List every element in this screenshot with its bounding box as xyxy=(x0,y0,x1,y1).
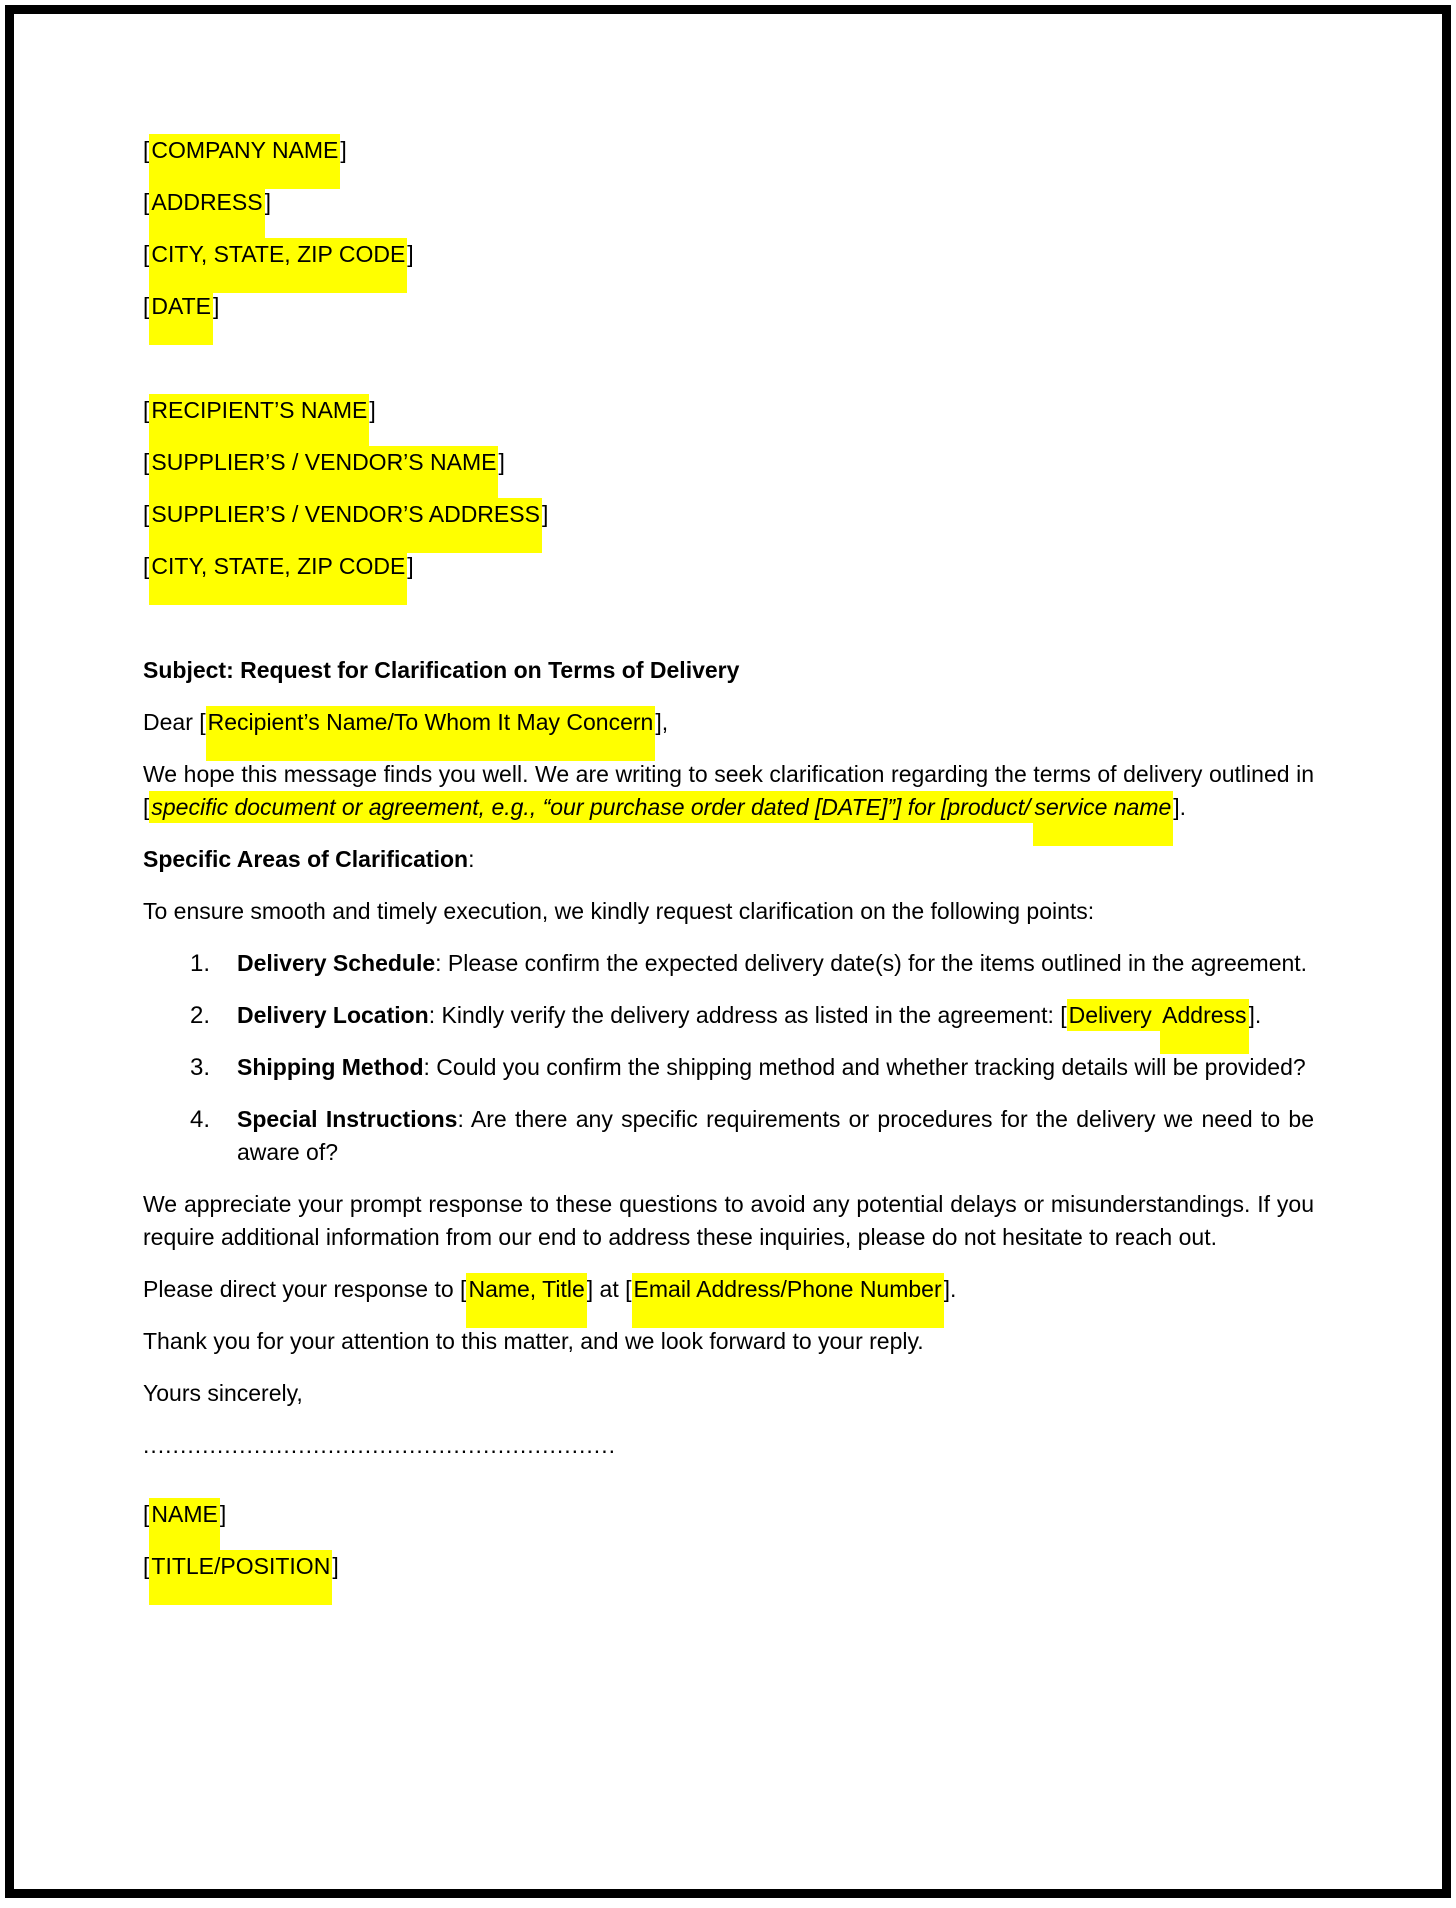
list-item-delivery-location xyxy=(143,999,1314,1032)
subject-line: Subject: Request for Clarification on Terms of Delivery xyxy=(143,657,740,683)
service-name-placeholder: service name xyxy=(1033,791,1174,823)
bracket-open: [ xyxy=(143,501,150,527)
salutation-suffix: ], xyxy=(655,709,669,735)
delivery-address-placeholder-tail: Address xyxy=(1160,999,1248,1031)
bracket-open: [ xyxy=(143,1553,150,1579)
vendor-name-placeholder: SUPPLIER’S / VENDOR’S NAME xyxy=(149,446,498,478)
list-text-suffix: ]. xyxy=(1248,1002,1262,1028)
sender-company-line xyxy=(143,134,1314,167)
bracket-open: [ xyxy=(143,189,150,215)
bracket-close: ] xyxy=(213,293,220,319)
vendor-address-placeholder: SUPPLIER’S / VENDOR’S ADDRESS xyxy=(149,498,542,530)
contact-suffix: ]. xyxy=(943,1276,957,1302)
contact-middle: ] at [ xyxy=(586,1276,632,1302)
intro-paragraph xyxy=(143,758,1314,824)
bracket-close: ] xyxy=(407,241,414,267)
bracket-close: ] xyxy=(264,189,271,215)
contact-prefix: Please direct your response to [ xyxy=(143,1276,467,1302)
section-heading-colon: : xyxy=(468,846,475,872)
vertical-spacer xyxy=(143,602,1314,654)
salutation-placeholder: Recipient’s Name/To Whom It May Concern xyxy=(206,706,656,738)
bracket-close: ] xyxy=(407,553,414,579)
list-text: : Could you confirm the shipping method and whether tracking details will be provided? xyxy=(423,1054,1306,1080)
sender-block xyxy=(143,134,1314,323)
bracket-open: [ xyxy=(143,449,150,475)
vertical-spacer xyxy=(143,342,1314,394)
bracket-close: ] xyxy=(541,501,549,527)
address-placeholder: ADDRESS xyxy=(149,186,264,218)
bracket-close: ] xyxy=(498,449,505,475)
date-line xyxy=(143,290,1314,323)
signer-name-placeholder: NAME xyxy=(149,1498,219,1530)
section-heading xyxy=(143,843,1314,876)
list-text: : Please confirm the expected delivery date(s) for the items outlined in the agreement. xyxy=(435,950,1308,976)
list-term: Delivery Schedule xyxy=(237,950,436,976)
list-number: 1. xyxy=(190,950,211,977)
bracket-open: [ xyxy=(143,397,150,423)
recipient-city-line xyxy=(143,550,1314,583)
list-text: : Kindly verify the delivery address as listed in the agreement: [ xyxy=(428,1002,1067,1028)
salutation-line xyxy=(143,706,1314,739)
list-term: Special Instructions xyxy=(237,1106,458,1132)
thank-you-line: Thank you for your attention to this matter, and we look forward to your reply. xyxy=(143,1328,924,1354)
list-item-delivery-schedule xyxy=(143,947,1314,980)
salutation-prefix: Dear [ xyxy=(143,709,206,735)
section-heading-text: Specific Areas of Clarification xyxy=(143,846,469,872)
bracket-close: ] xyxy=(332,1553,339,1579)
signature-block xyxy=(143,1498,1314,1583)
clarification-list xyxy=(143,947,1314,1169)
list-number: 3. xyxy=(190,1054,211,1081)
signature-title-line xyxy=(143,1550,1314,1583)
list-number: 2. xyxy=(190,1002,211,1029)
intro-lead-text: We hope this message finds you well. We are writing to seek clarification regarding the terms of delivery outlined in [ xyxy=(143,761,1314,820)
recipient-name-line xyxy=(143,394,1314,427)
signature-name-line xyxy=(143,1498,1314,1531)
document-reference-placeholder: specific document or agreement, e.g., “our purchase order dated [DATE]”] for [product/ xyxy=(149,791,1032,823)
recipient-name-placeholder: RECIPIENT’S NAME xyxy=(149,394,369,426)
sender-city-line xyxy=(143,238,1314,271)
delivery-address-placeholder-head: Delivery xyxy=(1067,999,1160,1031)
list-text: : Are there any specific requirements or procedures for the delivery we need to be aware of? xyxy=(237,1106,1315,1165)
company-name-placeholder: COMPANY NAME xyxy=(149,134,340,166)
vendor-name-line xyxy=(143,446,1314,479)
bracket-close: ] xyxy=(219,1501,227,1527)
bracket-open: [ xyxy=(143,293,150,319)
signer-title-placeholder: TITLE/POSITION xyxy=(149,1550,332,1582)
bracket-open: [ xyxy=(143,241,150,267)
bracket-close: ] xyxy=(340,137,347,163)
closing-paragraph: We appreciate your prompt response to these questions to avoid any potential delays or misunderstandings. If you require additional information from our end to address these inquiries, please do not hesitate to reach out. xyxy=(143,1191,1314,1250)
list-term: Delivery Location xyxy=(237,1002,429,1028)
list-term: Shipping Method xyxy=(237,1054,424,1080)
recipient-city-placeholder: CITY, STATE, ZIP CODE xyxy=(149,550,407,582)
date-placeholder: DATE xyxy=(149,290,213,322)
bracket-open: [ xyxy=(143,553,150,579)
letter-page xyxy=(5,5,1451,1898)
list-intro-line: To ensure smooth and timely execution, we kindly request clarification on the following points: xyxy=(143,898,1095,924)
intro-suffix: ]. xyxy=(1173,794,1187,820)
bracket-open: [ xyxy=(143,137,150,163)
signature-dotted-line: ................................................................ xyxy=(143,1432,616,1458)
list-item-special-instructions xyxy=(143,1103,1314,1169)
list-number: 4. xyxy=(190,1106,211,1133)
city-state-zip-placeholder: CITY, STATE, ZIP CODE xyxy=(149,238,407,270)
recipient-block xyxy=(143,394,1314,583)
bracket-open: [ xyxy=(143,1501,150,1527)
email-phone-placeholder: Email Address/Phone Number xyxy=(632,1273,944,1305)
vendor-address-line xyxy=(143,498,1314,531)
sender-address-line xyxy=(143,186,1314,219)
list-item-shipping-method xyxy=(143,1051,1314,1084)
bracket-close: ] xyxy=(369,397,376,423)
sign-off-line: Yours sincerely, xyxy=(143,1380,303,1406)
contact-line xyxy=(143,1273,1314,1306)
name-title-placeholder: Name, Title xyxy=(466,1273,586,1305)
